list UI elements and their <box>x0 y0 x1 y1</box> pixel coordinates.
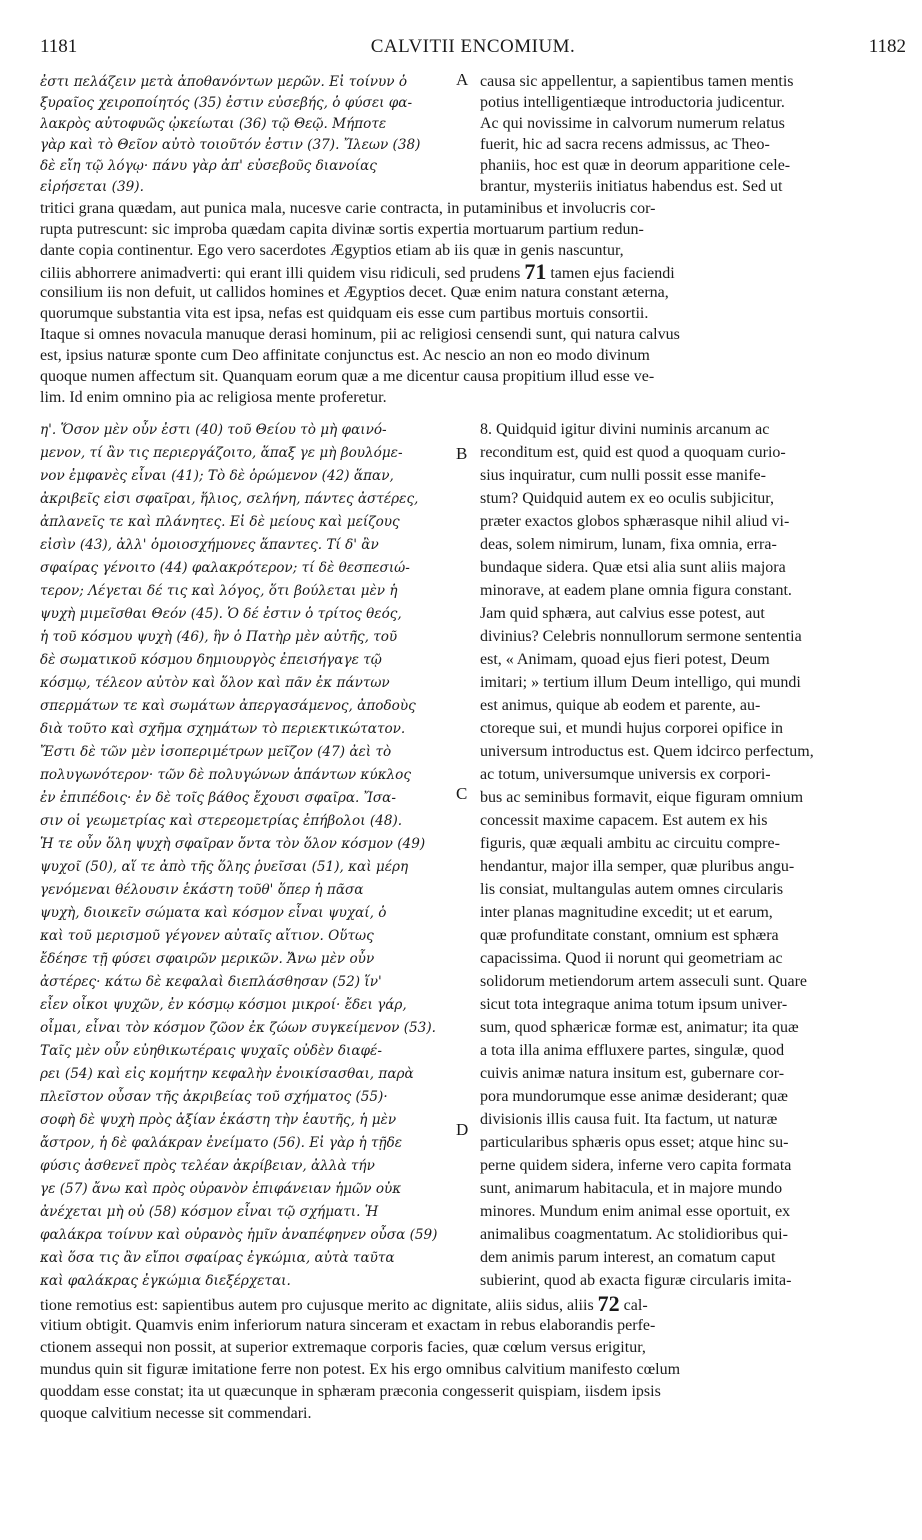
latin-full-line: consilium iis non defuit, ut callidos homines et Ægyptios decet. Quæ enim natura constant æterna, <box>40 284 669 301</box>
greek-line: Ἡ τε οὖν ὅλη ψυχὴ σφαῖραν ὄντα τὸν ὅλον κόσμον (49) <box>40 836 426 852</box>
latin-line: concessit maxime capacem. Est autem ex his <box>480 812 768 829</box>
latin-line: phaniis, hoc est quæ in deorum apparitione cele- <box>480 157 791 174</box>
margin-marker-b: B <box>456 444 468 463</box>
greek-line: οἶμαι, εἶναι τὸν κόσμον ζῶον ἐκ ζώων συγκείμενον (53). <box>40 1020 436 1036</box>
greek-line: εἶεν οἶκοι ψυχῶν, ἐν κόσμῳ κόσμοι μικροί· ἔδει γάρ, <box>40 997 407 1013</box>
latin-full-text: ciliis abhorrere animadverti: qui erant illi quidem visu ridiculi, sed prudens <box>40 265 521 282</box>
latin-line: solidorum metiendorum artem asseculi sunt. Quare <box>480 973 808 990</box>
latin-line: bundaque sidera. Quæ etsi alia sunt aliis majora <box>480 559 786 576</box>
latin-line: capacissima. Quod ii norunt qui geometriam ac <box>480 950 783 967</box>
latin-full-text: tamen ejus faciendi <box>550 265 675 282</box>
greek-line: ψυχοῖ (50), αἵ τε ἀπὸ τῆς ὅλης ῥυεῖσαι (51), καὶ μέρη <box>40 859 409 875</box>
greek-line: διὰ τοῦτο καὶ σχῆμα σχημάτων τὸ περιεκτικώτατον. <box>40 721 406 737</box>
latin-line: fuerit, hic ad sacra recens admissus, ac Theo- <box>480 136 770 153</box>
greek-line: πολυγωνότερον· τῶν δὲ πολυγώνων ἁπάντων κύκλος <box>40 767 411 783</box>
latin-line: minorave, at eadem plane omnia figura constant. <box>480 582 792 599</box>
latin-line: Ac qui novissime in calvorum numerum relatus <box>480 115 785 132</box>
latin-line: perne quidem sidera, inferne vero capita formata <box>480 1157 792 1174</box>
greek-line: κόσμῳ, τέλεον αὐτὸν καὶ ὅλον καὶ πᾶν ἐκ πάντων <box>40 675 390 691</box>
latin-full-line: rupta putrescunt: sic improba quædam capita divinæ sortis expertia mortuarum partium redun- <box>40 221 644 238</box>
latin-line: cuivis animæ natura insitum est, gubernare cor- <box>480 1065 785 1082</box>
latin-line: est animus, quique ab eodem et parente, au- <box>480 697 761 714</box>
greek-line: δὲ εἴη τῷ λόγῳ· πάνυ γὰρ ἀπ' εὐσεβοῦς διανοίας <box>40 158 377 174</box>
running-header <box>40 36 906 60</box>
latin-line: sum, quod sphæricæ formæ est, animatur; ita quæ <box>480 1019 799 1036</box>
greek-line: ἔδέησε τῇ φύσει σφαιρῶν μερικῶν. Ἄνω μὲν οὖν <box>40 951 375 967</box>
latin-line: stum? Quidquid autem ex eo oculis subjicitur, <box>480 490 774 507</box>
latin-line: Jam quid sphæra, aut calvius esse potest, aut <box>480 605 765 622</box>
greek-line: ἀπλανεῖς τε καὶ πλάνητες. Εἰ δὲ μείους καὶ μείζους <box>40 514 400 530</box>
greek-line: Ἔστι δὲ τῶν μὲν ἰσοπεριμέτρων μεῖζον (47) ἀεὶ τὸ <box>40 744 392 760</box>
latin-line: lis consiat, multangulas autem omnes circularis <box>480 881 784 898</box>
latin-line: quæ profunditate constant, omnium est sphæra <box>480 927 779 944</box>
latin-full-line: est, ipsius naturæ sponte cum Deo affinitate conjunctus est. Ac nescio an non eo modo divinum <box>40 347 650 364</box>
latin-full-line: mundus quin sit figuræ imitatione ferre non potest. Ex his ergo omnibus calvitium manifesto cœlum <box>40 1361 681 1378</box>
page-number-right: 1182 <box>868 36 906 57</box>
margin-marker-a: A <box>456 70 469 89</box>
greek-line: ἀκριβεῖς εἰσι σφαῖραι, ἥλιος, σελήνη, πάντες ἀστέρες, <box>40 491 419 507</box>
latin-line: bus ac seminibus formavit, eique figuram omnium <box>480 789 804 806</box>
greek-line: καὶ τοῦ μερισμοῦ γέγονεν αὐταῖς αἴτιον. Οὕτως <box>40 928 374 944</box>
greek-line: σφαίρας γένοιτο (44) φαλακρότερον; τί δὲ θεσπεσιώ- <box>40 560 410 576</box>
greek-line: ρει (54) καὶ εἰς κομήτην κεφαλὴν ἐνοικίσασθαι, παρὰ <box>40 1066 414 1082</box>
latin-full-line: quoddam esse constat; ita ut quæcunque in sphæram præconia congesserit quispiam, iisdem ipsis <box>40 1383 661 1400</box>
greek-line: γὰρ καὶ τὸ Θεῖον αὐτὸ τοιοῦτόν ἐστιν (37). Ἴλεων (38) <box>40 137 421 153</box>
latin-full-line: dante copia continentur. Ego vero sacerdotes Ægyptios etiam ab iis quæ in genis nascuntur, <box>40 242 624 259</box>
latin-line: 8. Quidquid igitur divini numinis arcanum ac <box>480 421 770 438</box>
greek-line: εἰρήσεται (39). <box>40 179 144 195</box>
greek-line: γενόμεναι θέλουσιν ἑκάστη τοῦθ' ὅπερ ἡ πᾶσα <box>40 882 364 898</box>
latin-line: animalibus coagmentatum. Ac stolidioribus qui- <box>480 1226 788 1243</box>
latin-full-text: cal- <box>623 1297 648 1314</box>
greek-line: φαλάκρα τοίνυν καὶ οὐρανὸς ἡμῖν ἀναπέφηνεν οὖσα (59) <box>40 1227 438 1243</box>
greek-line: τερον; Λέγεται δέ τις καὶ λόγος, ὅτι βούλεται μὲν ἡ <box>40 583 398 599</box>
greek-line: ἀστέρες· κάτω δὲ κεφαλαὶ διεπλάσθησαν (52) ἵν' <box>40 974 382 990</box>
column-number-71: 71 <box>524 262 547 284</box>
latin-line: pora mundorumque esse animæ desiderant; quæ <box>480 1088 788 1105</box>
greek-line: νον ἐμφανὲς εἶναι (41); Τὸ δὲ ὁρώμενον (42) ἅπαν, <box>40 468 394 484</box>
greek-line: ἀνέχεται μὴ οὐ (58) κόσμον εἶναι τῷ σχήματι. Ἡ <box>40 1204 379 1220</box>
latin-full-line: quoque numen affectum sit. Quanquam eorum quæ a me dicentur causa propitium illud esse ve- <box>40 368 655 385</box>
latin-line: a tota illa anima effluxere partes, singulæ, quod <box>480 1042 785 1059</box>
latin-full-text: tione remotius est: sapientibus autem pro cujusque merito ac dignitate, aliis sidus, aliis <box>40 1297 594 1314</box>
page-number-left: 1181 <box>40 36 78 57</box>
latin-line: dem animis parum interest, an comatum caput <box>480 1249 776 1266</box>
greek-line: ἐστι πελάζειν μετὰ ἀποθανόντων μερῶν. Εἰ τοίνυν ὁ <box>40 74 408 90</box>
latin-line: subierint, quod ab exacta figuræ circularis imita- <box>480 1272 792 1289</box>
latin-line: hendantur, major illa semper, quæ pluribus angu- <box>480 858 795 875</box>
margin-marker-c: C <box>456 784 468 803</box>
greek-line: σιν οἱ γεωμετρίας καὶ στερεομετρίας ἐπήβολοι (48). <box>40 813 403 829</box>
greek-line: δὲ σωματικοῦ κόσμου δημιουργὸς ἐπεισήγαγε τῷ <box>40 652 382 668</box>
latin-line: imitari; » tertium illum Deum intelligo, qui mundi <box>480 674 801 691</box>
greek-line: ἄστρον, ἡ δὲ φαλάκραν ἐνείματο (56). Εἰ γὰρ ἡ τῇδε <box>40 1135 403 1151</box>
greek-line: ἐν ἐπιπέδοις· ἐν δὲ τοῖς βάθος ἔχουσι σφαῖρα. Ἴσα- <box>40 790 396 806</box>
greek-line: γε (57) ἄνω καὶ πρὸς οὐρανὸν ἐπιφάνειαν ἡμῶν οὐκ <box>40 1181 402 1197</box>
latin-line: sicut tota integraque anima totum ipsum univer- <box>480 996 788 1013</box>
latin-full-line: quoque calvitium necesse sit commendari. <box>40 1405 312 1422</box>
latin-line: sius inquiratur, cum nulli possit esse manife- <box>480 467 766 484</box>
greek-line: σπερμάτων τε καὶ σωμάτων ἀπεργασάμενος, ἀποδοὺς <box>40 698 416 714</box>
latin-full-line: Itaque si omnes novacula manuque derasi hominum, pii ac religiosi censendi sunt, qui natura calvus <box>40 326 680 343</box>
latin-line: potius intelligentiæque introductoria judicentur. <box>480 94 785 111</box>
latin-full-line: vitium obtigit. Quamvis enim inferiorum natura sinceram et exactam in rebus elaborandis perfe- <box>40 1317 656 1334</box>
greek-line: μενον, τί ἂν τις περιεργάζοιτο, ἅπαξ γε μὴ βουλόμε- <box>40 445 403 461</box>
latin-line: divisionis illis causa fuit. Ita factum, ut naturæ <box>480 1111 778 1128</box>
greek-line: καὶ ὅσα τις ἂν εἴποι σφαίρας ἐγκώμια, αὐτὰ ταῦτα <box>40 1250 395 1266</box>
latin-line: deas, solem nimirum, lunam, fixa omnia, erra- <box>480 536 777 553</box>
column-number-72: 72 <box>597 1294 620 1316</box>
latin-full-line <box>40 262 905 284</box>
greek-line: λακρὸς αὐτοφυῶς ᾠκείωται (36) τῷ Θεῷ. Μήποτε <box>40 116 387 132</box>
latin-line: ctoreque sui, et mundi hujus corporei opifice in <box>480 720 784 737</box>
latin-line: ac totum, universumque universis ex corpori- <box>480 766 771 783</box>
greek-line: ἡ τοῦ κόσμου ψυχὴ (46), ἣν ὁ Πατὴρ μὲν αὐτῆς, τοῦ <box>40 629 398 645</box>
latin-line: reconditum est, quid est quod a quoquam curio- <box>480 444 786 461</box>
latin-line: divinius? Celebris nonnullorum sermone sententia <box>480 628 802 645</box>
greek-line: εἰσὶν (43), ἀλλ' ὁμοιοσχήμονες ἅπαντες. Τί δ' ἂν <box>40 537 379 553</box>
latin-full-line: lim. Id enim omnino pia ac religiosa mente proferetur. <box>40 389 387 406</box>
latin-line: particularibus sphæris opus esset; atque hinc su- <box>480 1134 789 1151</box>
latin-line: causa sic appellentur, a sapientibus tamen mentis <box>480 73 794 90</box>
latin-full-line: quorumque substantia vita est ipsa, nefas est quidquam eis esse cum partibus mortuis consortii. <box>40 305 649 322</box>
latin-line: figuris, quæ æquali ambitu ac circuitu compre- <box>480 835 780 852</box>
greek-line: καὶ φαλάκρας ἐγκώμια διεξέρχεται. <box>40 1273 291 1289</box>
latin-line: præter exactos globos sphærasque nihil aliud vi- <box>480 513 790 530</box>
latin-line: minores. Mundum enim animal esse oportuit, ex <box>480 1203 791 1220</box>
latin-full-line: tritici grana quædam, aut punica mala, nucesve carie contracta, in putaminibus et involucris cor- <box>40 200 656 217</box>
latin-line: brantur, mysteriis initiatus habendus est. Sed ut <box>480 178 783 195</box>
greek-line: ψυχὴ μιμεῖσθαι Θεόν (45). Ὁ δέ ἐστιν ὁ τρίτος θεός, <box>40 606 402 622</box>
latin-line: inter planas magnitudine excedit; ut et earum, <box>480 904 773 921</box>
greek-line: ψυχὴ, διοικεῖν σώματα καὶ κόσμον εἶναι ψυχαί, ὁ <box>40 905 387 921</box>
margin-marker-d: D <box>456 1120 469 1139</box>
greek-line: πλεῖστον οὖσαν τῆς ἀκριβείας τοῦ σχήματος (55)· <box>40 1089 388 1105</box>
greek-line: Ταῖς μὲν οὖν εὐηθικωτέραις ψυχαῖς οὐδὲν διαφέ- <box>40 1043 382 1059</box>
greek-line: σοφὴ δὲ ψυχὴ πρὸς ἀξίαν ἑκάστη τὴν ἑαυτῆς, ἡ μὲν <box>40 1112 397 1128</box>
running-title: CALVITII ENCOMIUM. <box>370 36 576 57</box>
greek-line: ξυραῖος χειροποίητός (35) ἐστιν εὐσεβής, ὁ φύσει φα- <box>40 95 413 111</box>
latin-full-line: ctionem assequi non possit, at superior extremaque corporis facies, quæ cœlum versus erigitur, <box>40 1339 646 1356</box>
latin-line: universum introductus est. Quem idcirco perfectum, <box>480 743 814 760</box>
greek-line: η'. Ὅσον μὲν οὖν ἐστι (40) τοῦ Θείου τὸ μὴ φαινό- <box>40 422 387 438</box>
latin-full-line <box>40 1294 905 1316</box>
greek-line: φύσις ἀσθενεῖ πρὸς τελέαν ἀκρίβειαν, ἀλλὰ τήν <box>40 1158 375 1174</box>
latin-line: sunt, animarum habitacula, et in majore mundo <box>480 1180 783 1197</box>
latin-line: est, « Animam, quoad ejus fieri potest, Deum <box>480 651 770 668</box>
